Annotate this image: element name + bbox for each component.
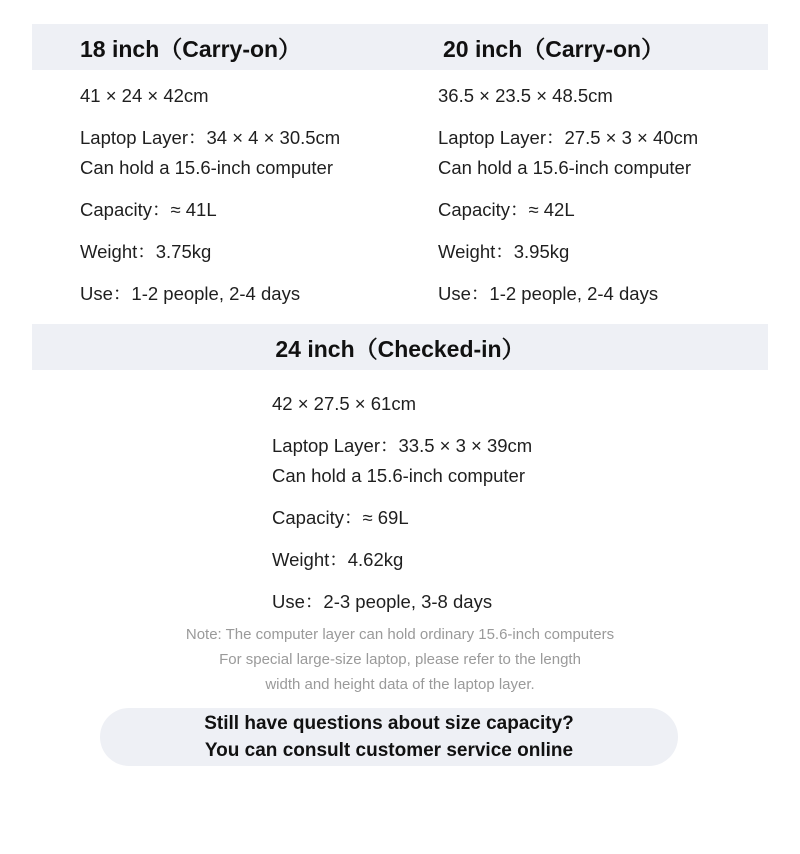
size-18-laptop-layer-value: 34 × 4 × 30.5cm — [206, 127, 341, 148]
size-18-dimensions: 41 × 24 × 42cm — [80, 85, 209, 106]
size-24-laptop-layer-label: Laptop Layer： — [272, 435, 399, 456]
size-20-laptop-layer-label: Laptop Layer： — [438, 127, 565, 148]
size-18-laptop-layer — [80, 124, 400, 152]
size-24-title: 24 inch（Checked-in） — [275, 335, 525, 362]
size-18-title: 18 inch（Carry-on） — [80, 35, 302, 62]
carry-on-spec-columns — [32, 82, 768, 308]
size-24-dimensions: 42 × 27.5 × 61cm — [272, 393, 416, 414]
size-20-laptop-layer-value: 27.5 × 3 × 40cm — [564, 127, 699, 148]
spec-column-18-inch — [32, 82, 400, 308]
size-20-laptop-note: Can hold a 15.6-inch computer — [438, 157, 691, 178]
note-line-2: For special large-size laptop, please refer to the length — [219, 651, 581, 668]
checked-in-header-band — [32, 324, 768, 370]
carry-on-header-band — [32, 24, 768, 70]
spec-column-20-inch — [400, 82, 768, 308]
size-20-title: 20 inch（Carry-on） — [443, 35, 665, 62]
laptop-layer-note — [0, 622, 800, 697]
size-24-laptop-layer-value: 33.5 × 3 × 39cm — [398, 435, 533, 456]
size-20-laptop-layer — [438, 124, 768, 152]
size-24-capacity: Capacity：≈ 69L — [272, 507, 409, 528]
size-24-laptop-layer — [272, 432, 752, 460]
size-24-laptop-note: Can hold a 15.6-inch computer — [272, 465, 525, 486]
size-18-use: Use：1-2 people, 2-4 days — [80, 283, 301, 304]
size-18-laptop-note: Can hold a 15.6-inch computer — [80, 157, 333, 178]
note-line-1: Note: The computer layer can hold ordinary 15.6-inch computers — [185, 626, 615, 643]
spec-column-24-inch — [272, 390, 752, 616]
size-18-laptop-layer-label: Laptop Layer： — [80, 127, 207, 148]
size-18-capacity: Capacity：≈ 41L — [80, 199, 217, 220]
size-20-use: Use：1-2 people, 2-4 days — [438, 283, 659, 304]
cta-line-1: Still have questions about size capacity? — [204, 713, 574, 734]
size-20-weight: Weight：3.95kg — [438, 241, 570, 262]
size-24-use: Use：2-3 people, 3-8 days — [272, 591, 493, 612]
size-20-dimensions: 36.5 × 23.5 × 48.5cm — [438, 85, 613, 106]
note-line-3: width and height data of the laptop layer. — [265, 676, 535, 693]
cta-line-2: You can consult customer service online — [204, 740, 574, 761]
header-cell-20-inch — [405, 24, 768, 70]
size-20-capacity: Capacity：≈ 42L — [438, 199, 575, 220]
size-18-weight: Weight：3.75kg — [80, 241, 212, 262]
header-cell-18-inch — [32, 24, 405, 70]
size-24-weight: Weight：4.62kg — [272, 549, 404, 570]
customer-service-cta[interactable] — [100, 708, 678, 766]
